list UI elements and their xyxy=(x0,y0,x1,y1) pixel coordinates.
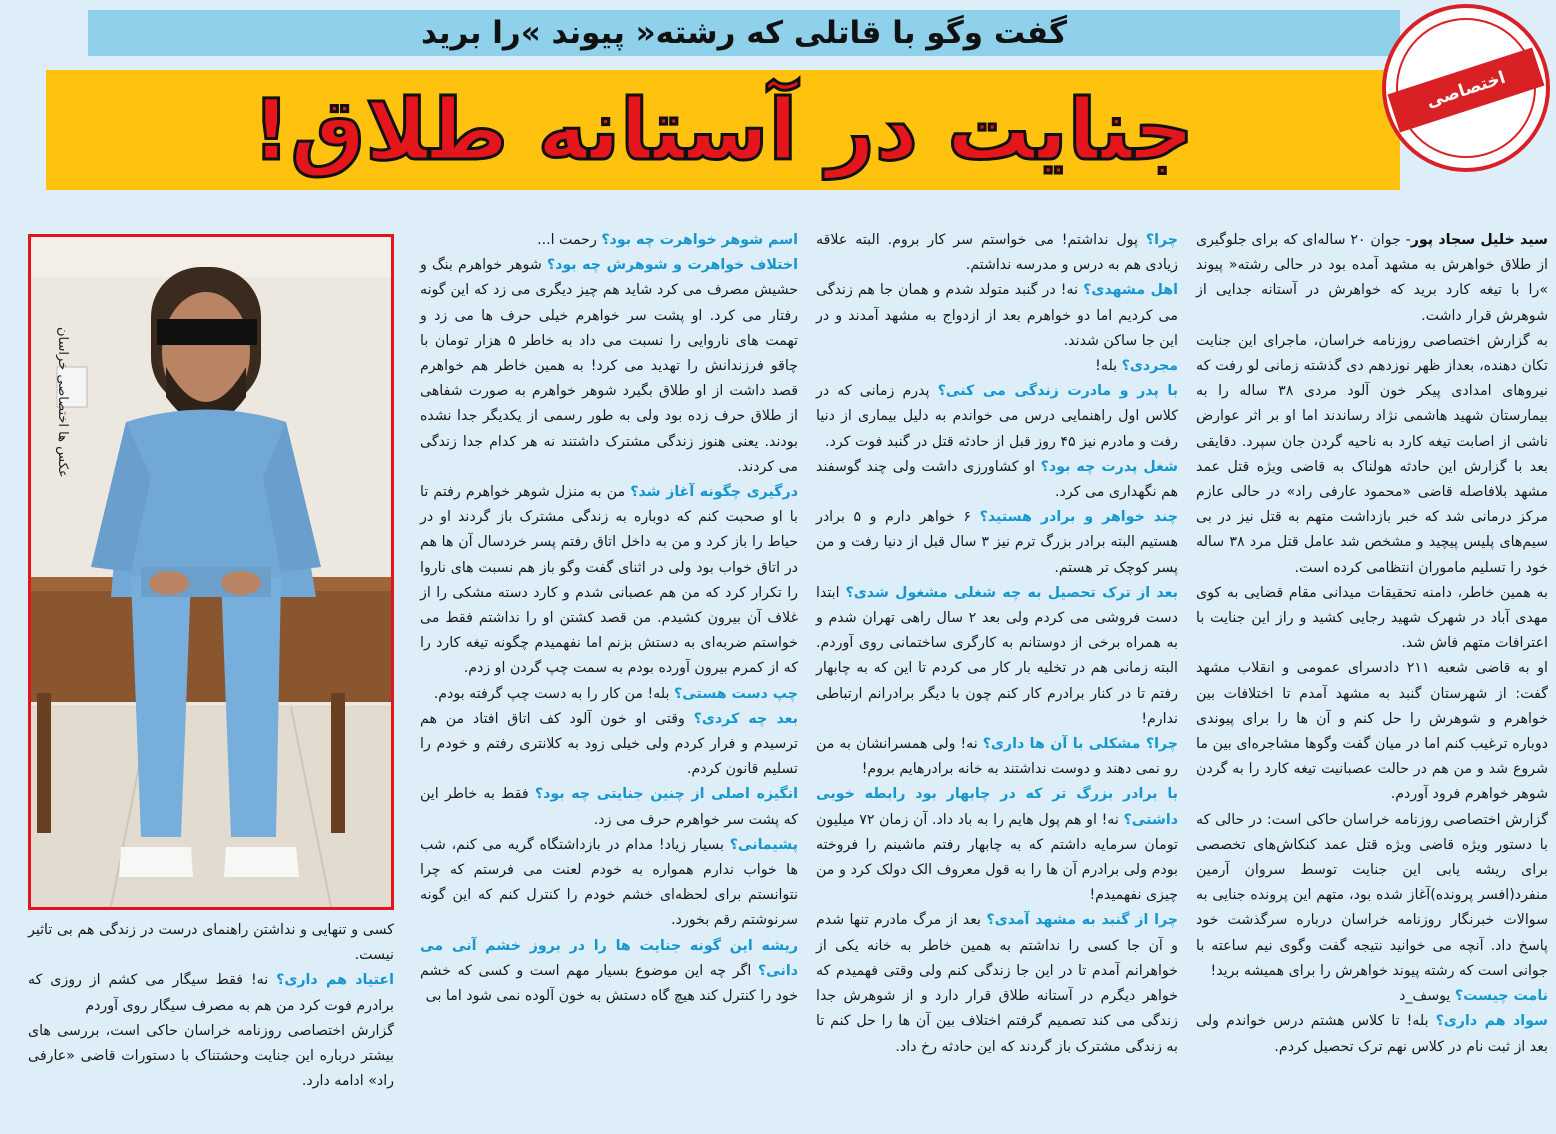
photo-credit: عکس ها اختصاصی خراسان xyxy=(55,327,70,478)
paragraph: او به قاضی شعبه ۲۱۱ دادسرای عمومی و انقلاب مشهد گفت: از شهرستان گنبد به مشهد آمدم تا اختلافات بین خواهرم و شوهرش را حل کنم و آن ها را برای پیوندی دوباره ترغیب کنم اما در میان گفت وگوها مشاجره‌ای بین ما شروع شد و من هم در حالت عصبانیت تیغه کارد را به گردن شوهر خواهرم فرود آوردم. xyxy=(1196,660,1548,803)
answer: ۶ خواهر دارم و ۵ برادر هستیم البته برادر بزرگ ترم نیز ۳ سال قبل از دنیا رفت و من پسر کوچک تر هستم. xyxy=(816,509,1179,576)
suspect-photo-image xyxy=(31,237,391,907)
answer: بله! تا کلاس هشتم درس خواندم ولی بعد از ثبت نام در کلاس نهم ترک تحصیل کردم. xyxy=(1196,1013,1548,1055)
question: انگیزه اصلی از چنین جنایتی چه بود؟ xyxy=(534,786,798,803)
question: نامت چیست؟ xyxy=(1454,988,1548,1005)
kicker: گفت وگو با قاتلی که رشته« پیوند »را برید xyxy=(88,10,1400,56)
answer: بله! من کار را به دست چپ گرفته بودم. xyxy=(433,685,670,702)
question: چپ دست هستی؟ xyxy=(673,685,798,702)
answer: او کشاورزی داشت ولی چند گوسفند هم نگهداری می کرد. xyxy=(816,458,1178,501)
question: با برادر بزرگ تر که در چابهار بود رابطه خوبی داشتی؟ xyxy=(816,786,1178,828)
suspect-photo xyxy=(28,234,394,910)
question: بعد چه کردی؟ xyxy=(693,710,798,727)
answer: رحمت ا... xyxy=(537,232,597,248)
answer: نه! او هم پول هایم را به باد داد. آن زمان ۷۲ میلیون تومان سرمایه داشتم که به چابهار رفتم ماشینم را فروخته بودم ولی برادرم آن ها را به قول معروف الک دولک کرد و من چیزی نفهمیدم! xyxy=(816,811,1178,904)
question: مجردی؟ xyxy=(1121,358,1178,375)
question: بعد از ترک تحصیل به چه شغلی مشغول شدی؟ xyxy=(845,584,1179,601)
answer: بسیار زیاد! مدام در بازداشتگاه گریه می کنم، شب ها خواب ندارم همواره به خودم لعنت می فرستم که چرا نتوانستم برای لحظه‌ای خشم خودم را کنترل کنم که این گونه سرنوشتم رقم بخورد. xyxy=(420,836,798,929)
question: ریشه این گونه جنایت ها را در بروز خشم آنی می دانی؟ xyxy=(420,937,798,979)
question: پشیمانی؟ xyxy=(729,836,798,853)
question: چرا از گنبد به مشهد آمدی؟ xyxy=(986,912,1178,929)
answer: نه! ولی همسرانشان به من رو نمی دهند و دوست نداشتند به خانه برادرهایم بروم! xyxy=(816,736,1178,778)
paragraph: گزارش اختصاصی روزنامه خراسان حاکی است: در حالی که با دستور ویژه قاضی ویژه قتل عمد کنکاش‌های تخصصی برای ریشه یابی این جنایت توسط سروان آرمین منفرد(افسر پرونده)آغاز شده بود، متهم این پرونده جنایی به سوالات خبرنگار روزنامه خراسان درباره سرگذشت خود پاسخ داد. آنچه می خوانید نتیجه گفت وگوی نیم ساعته با جوانی است که رشته پیوند خواهرش را برای همیشه برید! xyxy=(1196,811,1548,979)
answer: من به منزل شوهر خواهرم رفتم تا با او صحبت کنم که دوباره به زندگی مشترک باز گردند او در حیاط را باز کرد و من به داخل اتاق رفتم پسر خردسال آن ها هم در اتاق خواب بود ولی در اثنای گفت وگو باز هم نسبت های ناروا را تکرار کرد که من هم عصبانی شدم و کارد دسته مشکی را از غلاف آن بیرون کشیدم. من قصد کشتن او را نداشتم فقط می خواستم ضربه‌ای به دستش بزنم اما نفهمیدم چگونه تیغه کارد را که از کمرم بیرون آورده بودم به سمت چپ گردن او زدم. xyxy=(420,484,798,677)
paragraph: به همین خاطر، دامنه تحقیقات میدانی مقام قضایی به کوی مهدی آباد در شهرک شهید رجایی کشید و راز این جنایت با اعترافات متهم فاش شد. xyxy=(1196,584,1548,652)
author: سید خلیل سجاد پور xyxy=(1410,232,1548,248)
answer: پدرم زمانی که در کلاس اول راهنمایی درس می خواندم به دلیل بیماری از دنیا رفت و مادرم نیز ۴۵ روز قبل از حادثه قتل در گنبد فوت کرد. xyxy=(816,383,1178,450)
answer: ابتدا دست فروشی می کردم ولی بعد ۲ سال راهی تهران شدم و به همراه برخی از دوستانم به کارگری ساختمانی روی آوردم. البته زمانی هم در تخلیه بار کار می کردم تا این که به چابهار رفتم تا در کنار برادرم کار کنم چون با دیگر برادرانم ارتباطی ندارم! xyxy=(816,584,1178,727)
stamp-label: اختصاصی خراسان xyxy=(1388,47,1545,132)
paragraph: کسی و تنهایی و نداشتن راهنمای درست در زندگی هم بی تاثیر نیست. xyxy=(28,922,394,964)
paragraph: به گزارش اختصاصی روزنامه خراسان، ماجرای این جنایت تکان دهنده، بعداز ظهر نوزدهم دی گذشته زمانی لو رفت که نیروهای امدادی پیکر خون آلود مردی ۳۸ ساله را به بیمارستان شهید هاشمی نژاد رساندند اما او بر اثر عوارض ناشی از اصابت تیغه کارد به ناحیه گردن جان سپرد. دقایقی بعد با گزارش این حادثه هولناک به قاضی ویژه قتل عمد مشهد بلافاصله قاضی «محمود عارفی راد» در حالی عازم مرکز درمانی شد که خبر بازداشت متهم به قتل نیز در بی سیم‌های پلیس پیچید و مشخص شد عامل قتل مرد ۳۸ ساله خود را تسلیم ماموران انتظامی کرده است. xyxy=(1196,332,1548,576)
question: اختلاف خواهرت و شوهرش چه بود؟ xyxy=(546,257,799,274)
answer: بعد از مرگ مادرم تنها شدم و آن جا کسی را نداشتم به همین خاطر به خانه یکی از خواهرانم آمدم تا در این جا زندگی کنم ولی وقتی فهمیدم که خواهر دیگرم در آستانه طلاق قرار دارد و از شوهرش جدا زندگی می کند تصمیم گرفتم اختلاف بین آن ها را حل کنم تا به زندگی مشترک باز گردند که این حادثه رخ داد. xyxy=(816,912,1178,1055)
answer: یوسف_د xyxy=(1399,988,1451,1005)
question: چرا؟ xyxy=(1145,232,1178,248)
question: اسم شوهر خواهرت چه بود؟ xyxy=(601,232,798,248)
question: چرا؟ مشکلی با آن ها داری؟ xyxy=(982,736,1178,753)
column-3 xyxy=(420,228,798,1009)
lead-paragraph: - جوان ۲۰ ساله‌ای که برای جلوگیری از طلاق خواهرش به مشهد آمده بود در حالی رشته« پیوند »را با تیغه کارد برید که خواهرش در آستانه جدایی از شوهرش قرار داشت. xyxy=(1196,232,1548,324)
question: درگیری چگونه آغاز شد؟ xyxy=(630,484,798,501)
paragraph: گزارش اختصاصی روزنامه خراسان حاکی است، بررسی های بیشتر درباره این جنایت وحشتناک با دستورات قاضی «عارفی راد» ادامه دارد. xyxy=(28,1022,394,1090)
question: اهل مشهدی؟ xyxy=(1083,282,1179,299)
column-4 xyxy=(28,918,394,1094)
question: با پدر و مادرت زندگی می کنی؟ xyxy=(937,383,1179,400)
column-2 xyxy=(816,228,1178,1060)
headline: جنایت در آستانه طلاق! xyxy=(46,70,1400,190)
answer: بله! xyxy=(1095,358,1118,375)
exclusive-stamp-icon xyxy=(1382,4,1550,172)
answer: نه! در گنبد متولد شدم و همان جا هم زندگی می کردیم اما دو خواهرم بعد از ازدواج به مشهد آمدند و در این جا ساکن شدند. xyxy=(816,282,1178,349)
column-1 xyxy=(1196,228,1548,1060)
question: شغل پدرت چه بود؟ xyxy=(1040,458,1179,475)
answer: فقط به خاطر این که پشت سر خواهرم حرف می زد. xyxy=(420,786,798,828)
question: اعتیاد هم داری؟ xyxy=(276,972,394,989)
question: چند خواهر و برادر هستید؟ xyxy=(979,509,1178,526)
answer: نه! فقط سیگار می کشم از روزی که برادرم فوت کرد من هم به مصرف سیگار روی آوردم xyxy=(28,972,394,1014)
answer: وقتی او خون آلود کف اتاق افتاد من هم ترسیدم و فرار کردم ولی خیلی زود به کلانتری رفتم و خودم را تسلیم قانون کردم. xyxy=(420,710,798,778)
answer: شوهر خواهرم بنگ و حشیش مصرف می کرد شاید هم چیز دیگری می زد که این گونه رفتار می کرد. او پشت سر خواهرم خیلی حرف ها می زد و تهمت های ناروایی را نسبت می داد به خاطر ۵ هزار تومان با چاقو فرزندانش را تهدید می کرد! به همین خاطر هم خواهرم قصد داشت از او طلاق بگیرد شوهر خواهرم به صورت شفاهی از طلاق حرف زده بود ولی به طور رسمی از یکدیگر جدا نشده بودند. یعنی هنوز زندگی مشترک داشتند نه هر کدام جدا زندگی می کردند. xyxy=(420,257,798,475)
question: سواد هم داری؟ xyxy=(1435,1013,1548,1030)
answer: پول نداشتم! می خواستم سر کار بروم. البته علاقه زیادی هم به درس و مدرسه نداشتم. xyxy=(816,232,1178,274)
answer: اگر چه این موضوع بسیار مهم است و کسی که خشم خود را کنترل کند هیچ گاه دستش به خون آلوده نمی شود اما بی xyxy=(420,962,798,1005)
